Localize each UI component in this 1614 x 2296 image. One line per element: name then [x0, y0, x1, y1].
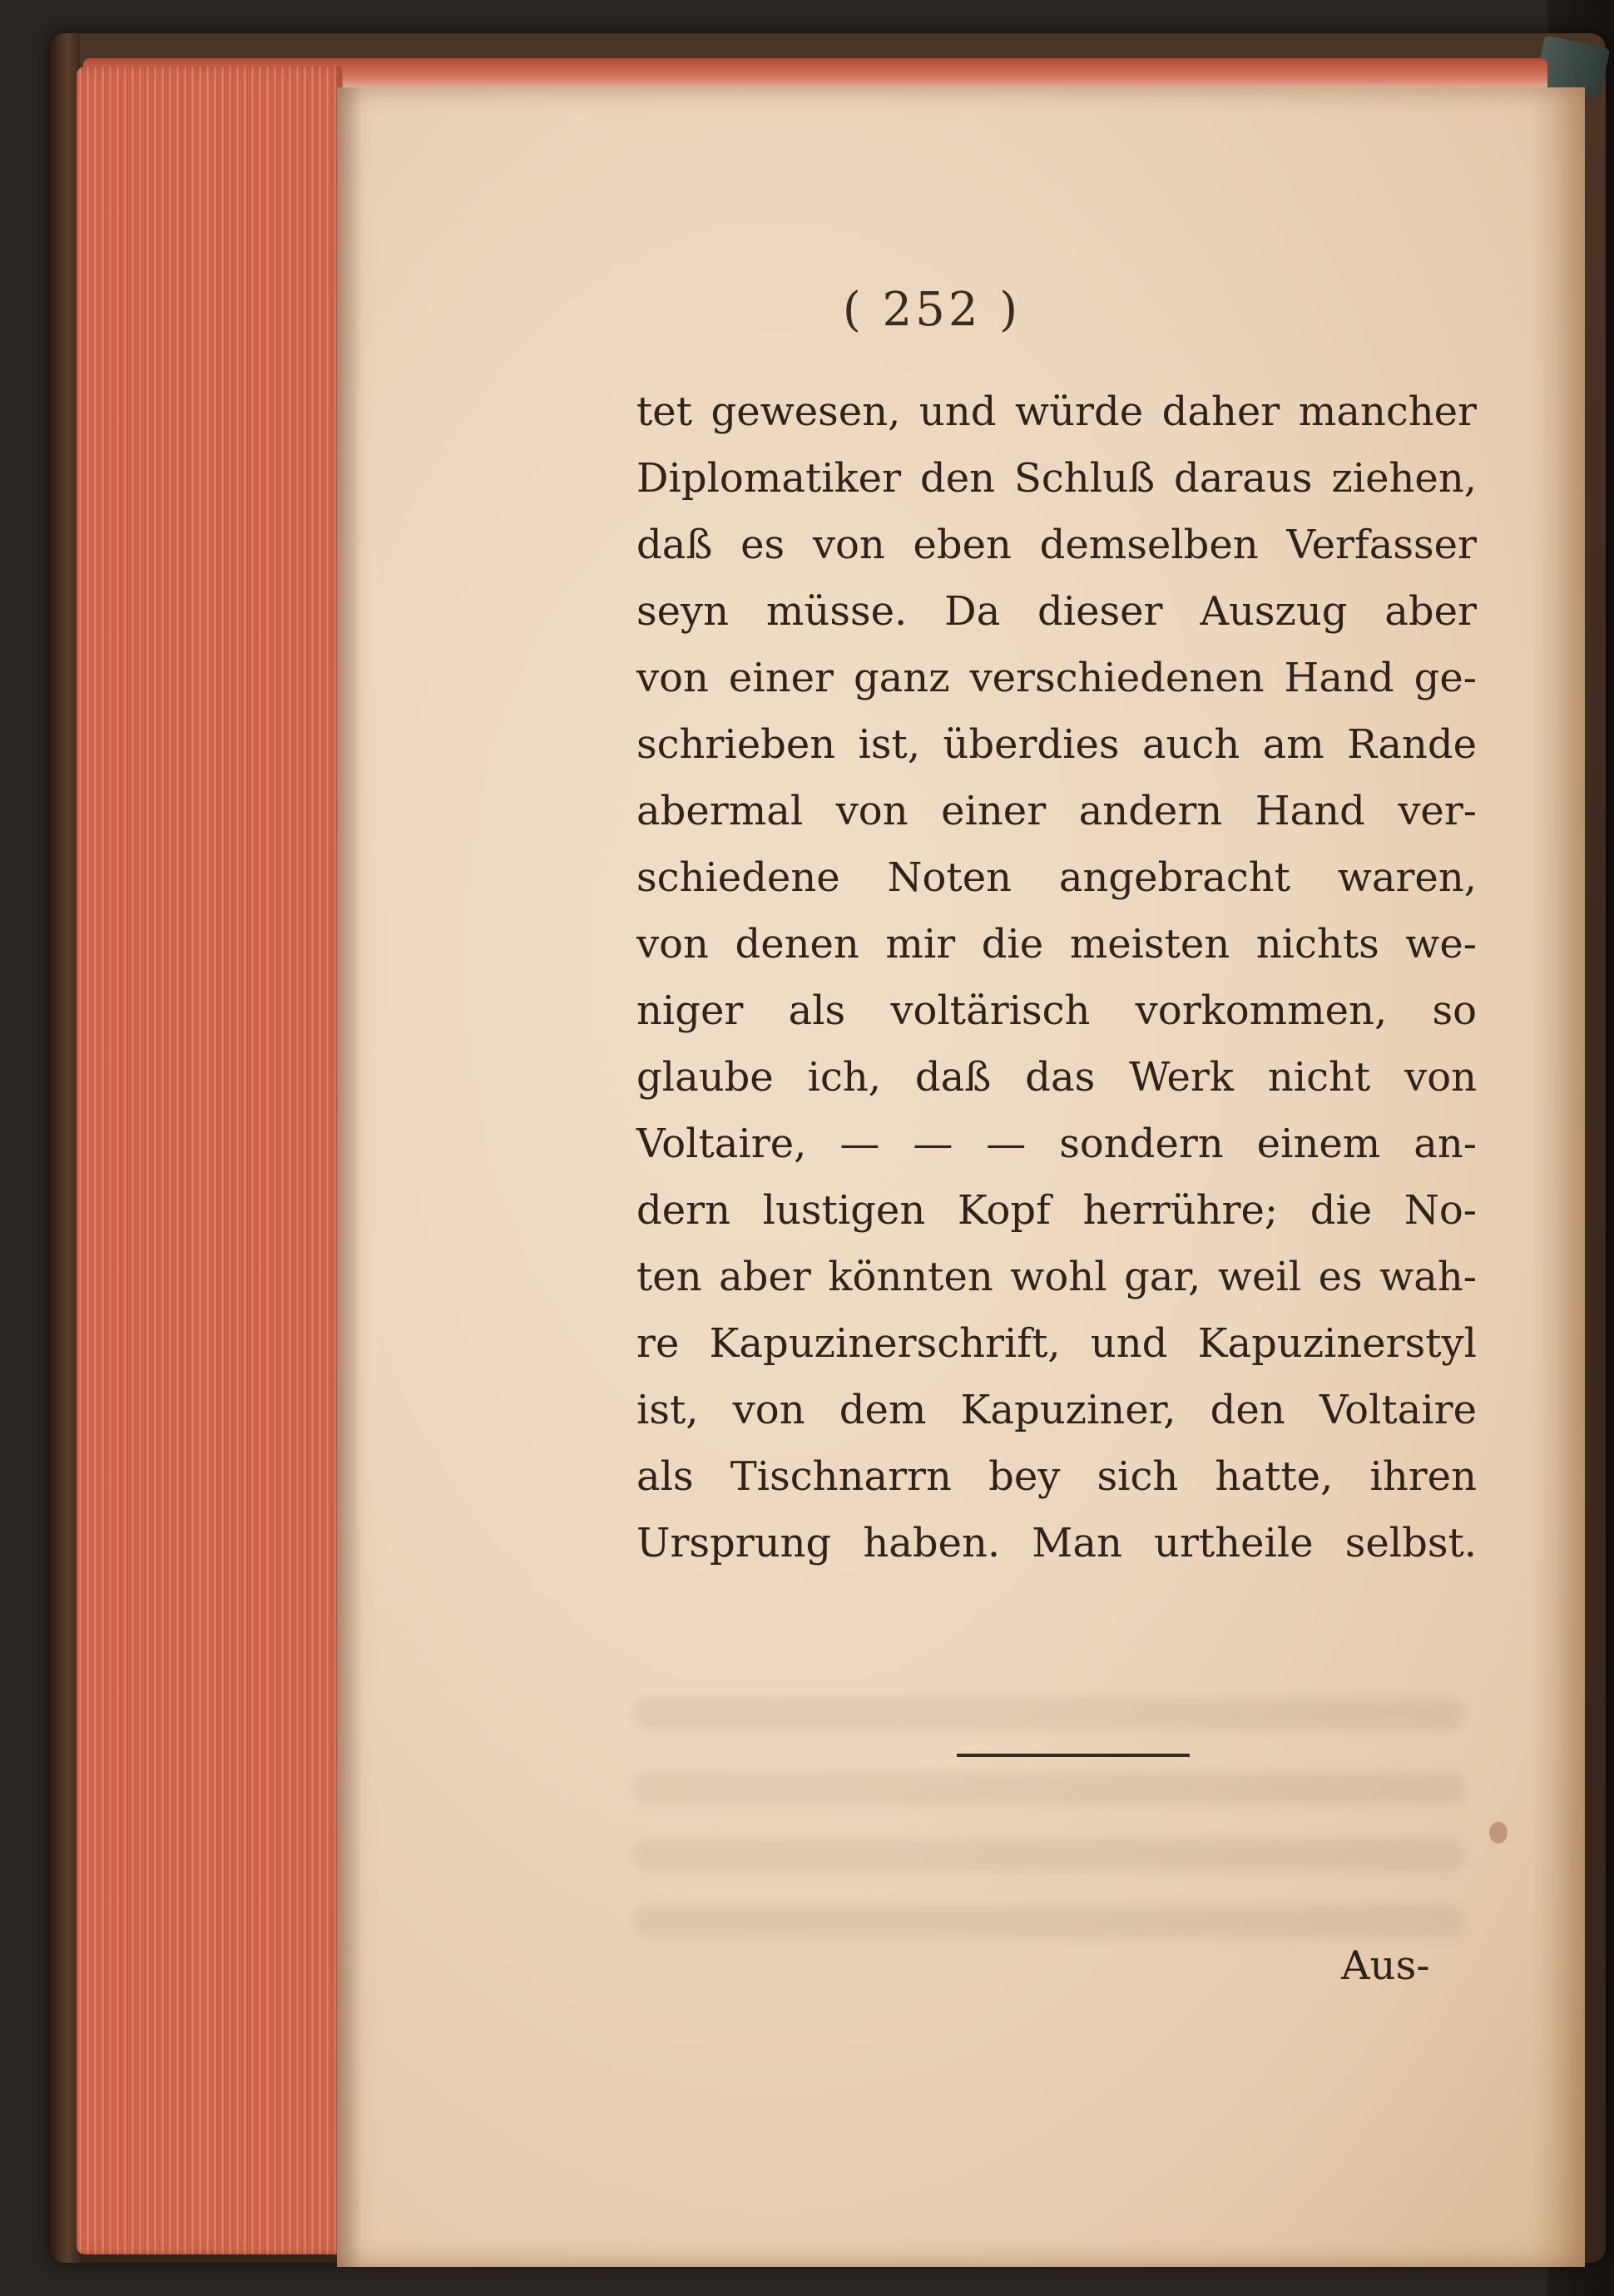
text-line: abermal von einer andern Hand ver- — [636, 788, 1477, 834]
foxing-spot — [1489, 1822, 1508, 1843]
page-number-header: ( 252 ) — [842, 283, 1022, 337]
text-line: daß es von eben demselben Verfasser — [636, 522, 1477, 568]
text-line: als Tischnarrn bey sich hatte, ihren — [636, 1453, 1477, 1500]
book-spine-edge — [50, 33, 80, 2263]
text-line: Ursprung haben. Man urtheile selbst. — [636, 1520, 1477, 1566]
page-edge-shadow — [1531, 87, 1585, 2267]
text-line: niger als voltärisch vorkommen, so — [636, 987, 1477, 1034]
text-line: dern lustigen Kopf herrühre; die No- — [636, 1187, 1477, 1234]
text-line: Voltaire, — — — sondern einem an- — [636, 1121, 1477, 1167]
text-line: von einer ganz verschiedenen Hand ge- — [636, 655, 1477, 701]
body-text — [636, 379, 1477, 1576]
catchword: Aus- — [1341, 1942, 1430, 1989]
text-line: ist, von dem Kapuziner, den Voltaire — [636, 1387, 1477, 1433]
text-line: re Kapuzinerschrift, und Kapuzinerstyl — [636, 1320, 1477, 1367]
text-line: schrieben ist, überdies auch am Rande — [636, 721, 1477, 768]
red-page-edges — [77, 67, 343, 2254]
show-through-text — [632, 1838, 1464, 1872]
show-through-text — [632, 1772, 1464, 1805]
text-line: von denen mir die meisten nichts we- — [636, 921, 1477, 967]
text-line: ten aber könnten wohl gar, weil es wah- — [636, 1254, 1477, 1300]
page-gutter-shadow — [337, 87, 362, 2267]
text-line: seyn müsse. Da dieser Auszug aber — [636, 588, 1477, 635]
text-line: glaube ich, daß das Werk nicht von — [636, 1054, 1477, 1101]
text-line: Diplomatiker den Schluß daraus ziehen, — [636, 455, 1477, 502]
text-line: tet gewesen, und würde daher mancher — [636, 388, 1477, 435]
text-line: schiedene Noten angebracht waren, — [636, 854, 1477, 901]
show-through-text — [632, 1697, 1464, 1730]
section-rule — [957, 1754, 1190, 1757]
show-through-text — [632, 1905, 1464, 1938]
